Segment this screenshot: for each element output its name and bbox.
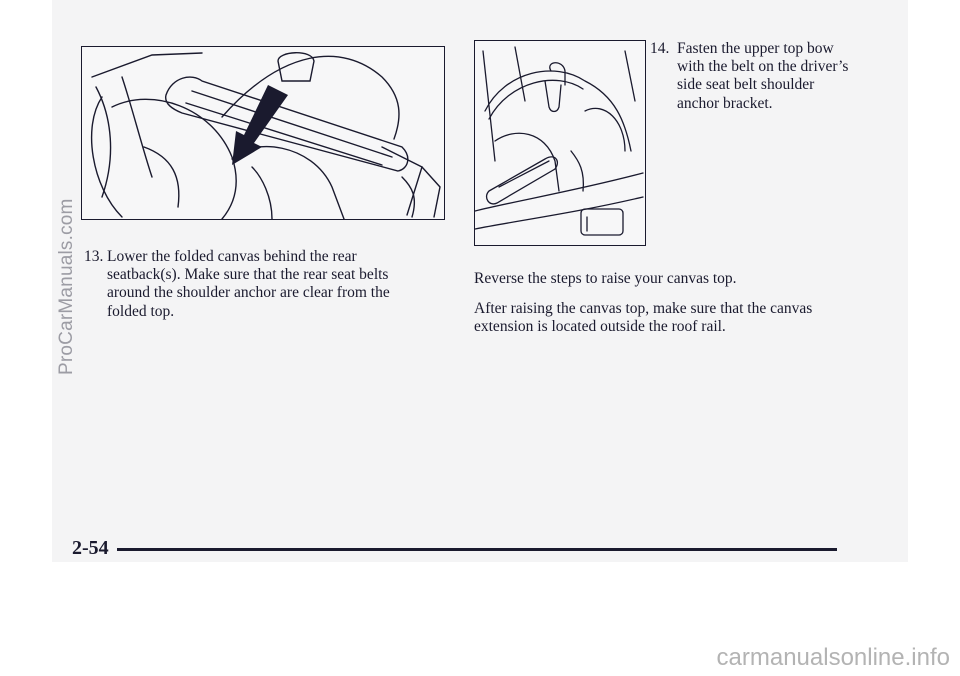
page-number: 2-54 bbox=[72, 537, 109, 559]
anchor-bracket-drawing bbox=[475, 41, 645, 245]
anchor-bracket-illustration bbox=[474, 40, 646, 246]
step-13-text: Lower the folded canvas behind the rear seatback(s). Make sure that the rear seat belts around the shoulder anchor are clear from the folded top. bbox=[107, 248, 390, 320]
step-14 bbox=[650, 40, 855, 113]
step-14-text: Fasten the upper top bow with the belt on the driver’s side seat belt shoulder anchor bracket. bbox=[677, 40, 849, 112]
footer-rule bbox=[117, 548, 837, 551]
bottom-watermark: carmanualsonline.info bbox=[716, 644, 950, 671]
after-raising-paragraph: After raising the canvas top, make sure that the canvas extension is located outside the roof rail. bbox=[474, 300, 813, 336]
down-arrow-icon bbox=[232, 85, 288, 165]
step-13 bbox=[84, 248, 414, 321]
folded-canvas-illustration bbox=[81, 46, 445, 220]
reverse-steps-paragraph: Reverse the steps to raise your canvas top. bbox=[474, 270, 737, 287]
folded-canvas-drawing bbox=[82, 47, 444, 219]
side-watermark: ProCarManuals.com bbox=[56, 198, 77, 375]
step-13-number: 13. bbox=[84, 248, 104, 265]
step-14-number: 14. bbox=[650, 40, 670, 57]
